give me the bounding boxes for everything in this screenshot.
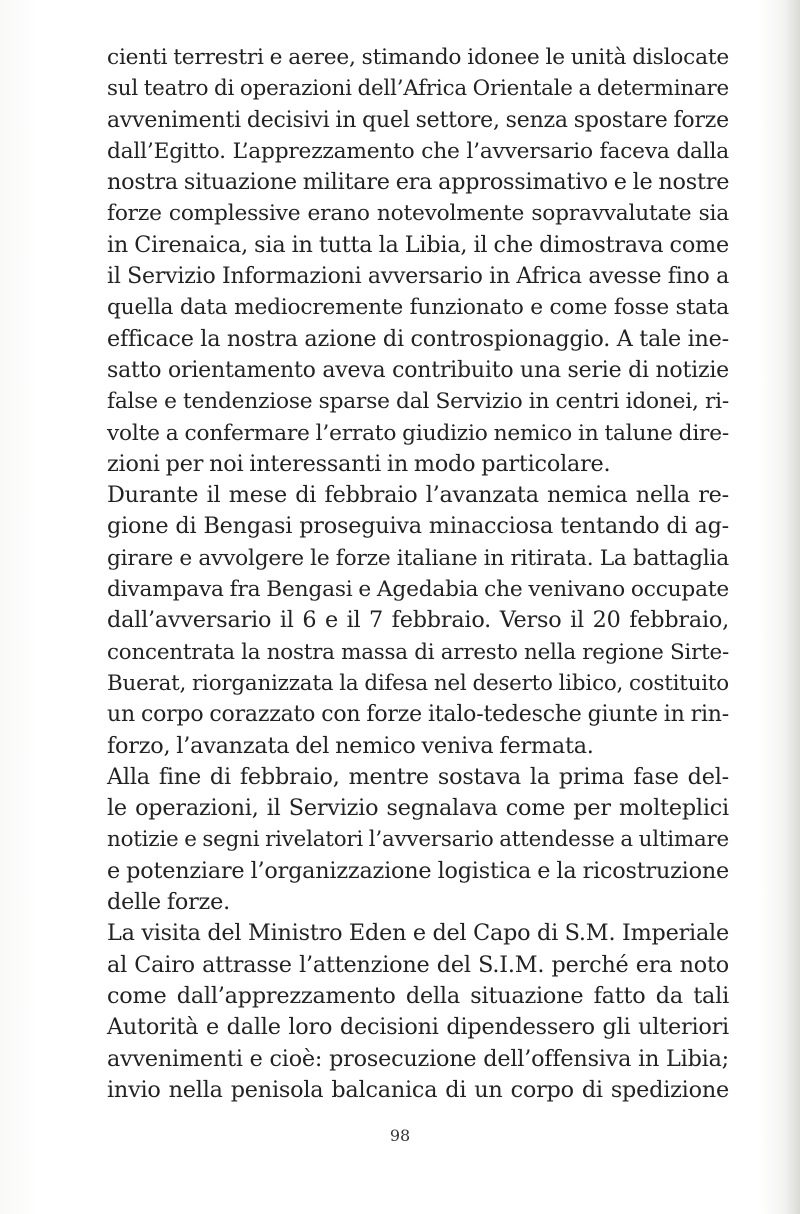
text-line: sul teatro di operazioni dell’Africa Orientale a determinare	[107, 76, 729, 102]
body-text	[107, 42, 729, 1106]
text-line: il Servizio Informazioni avversario in Africa avesse fino a	[107, 264, 729, 290]
text-line: efficace la nostra azione di controspionaggio. A tale ine-	[107, 325, 729, 352]
text-line: forzo, l’avanzata del nemico veniva fermata.	[107, 732, 594, 759]
text-line: quella data mediocremente funzionato e come fosse stata	[107, 295, 729, 321]
text-line: come dall’apprezzamento della situazione fatto da tali	[107, 982, 729, 1009]
text-line: avvenimenti e cioè: prosecuzione dell’offensiva in Libia;	[107, 1045, 729, 1072]
page-number: 98	[389, 1126, 411, 1145]
text-line: notizie e segni rivelatori l’avversario attendesse a ultimare	[107, 827, 729, 853]
text-line: false e tendenziose sparse dal Servizio in centri idonei, ri-	[107, 389, 729, 415]
text-line: delle forze.	[107, 889, 230, 916]
text-line: Durante il mese di febbraio l’avanzata nemica nella re-	[107, 482, 729, 509]
text-line: in Cirenaica, sia in tutta la Libia, il che dimostrava come	[107, 231, 729, 258]
paragraph-2	[107, 480, 729, 762]
text-line: dall’avversario il 6 e il 7 febbraio. Verso il 20 febbraio,	[107, 607, 729, 634]
paragraph-1	[107, 42, 729, 480]
text-line: dall’Egitto. L’apprezzamento che l’avversario faceva dalla	[107, 138, 729, 164]
text-line: e potenziare l’organizzazione logistica e la ricostruzione	[107, 857, 729, 884]
paragraph-4	[107, 918, 729, 1106]
text-line: girare e avvolgere le forze italiane in ritirata. La battaglia	[107, 545, 729, 571]
text-line: Buerat, riorganizzata la difesa nel deserto libico, costituito	[107, 670, 729, 696]
text-line: invio nella penisola balcanica di un corpo di spedizione	[107, 1076, 729, 1103]
text-line: nostra situazione militare era approssimativo e le nostre	[107, 169, 730, 196]
paragraph-3	[107, 762, 729, 918]
text-line: gione di Bengasi proseguiva minacciosa tentando di ag-	[107, 513, 729, 540]
text-line: un corpo corazzato con forze italo-tedesche giunte in rin-	[107, 702, 729, 728]
text-line: le operazioni, il Servizio segnalava come per molteplici	[107, 795, 729, 822]
text-line: Alla fine di febbraio, mentre sostava la prima fase del-	[107, 763, 729, 790]
text-line: al Cairo attrasse l’attenzione del S.I.M. perché era noto	[107, 951, 729, 978]
text-line: volte a confermare l’errato giudizio nemico in talune dire-	[107, 420, 729, 446]
text-line: La visita del Ministro Eden e del Capo di S.M. Imperiale	[107, 920, 729, 947]
text-line: satto orientamento aveva contribuito una serie di notizie	[107, 357, 729, 383]
text-line: zioni per noi interessanti in modo particolare.	[107, 450, 611, 477]
text-line: Autorità e dalle loro decisioni dipendessero gli ulteriori	[107, 1014, 729, 1041]
text-line: cienti terrestri e aeree, stimando idonee le unità dislocate	[107, 45, 729, 70]
text-line: divampava fra Bengasi e Agedabia che venivano occupate	[107, 577, 729, 603]
text-line: forze complessive erano notevolmente sopravvalutate sia	[107, 201, 729, 227]
text-line: concentrata la nostra massa di arresto nella regione Sirte-	[107, 639, 729, 665]
text-line: avvenimenti decisivi in quel settore, senza spostare forze	[107, 107, 729, 133]
